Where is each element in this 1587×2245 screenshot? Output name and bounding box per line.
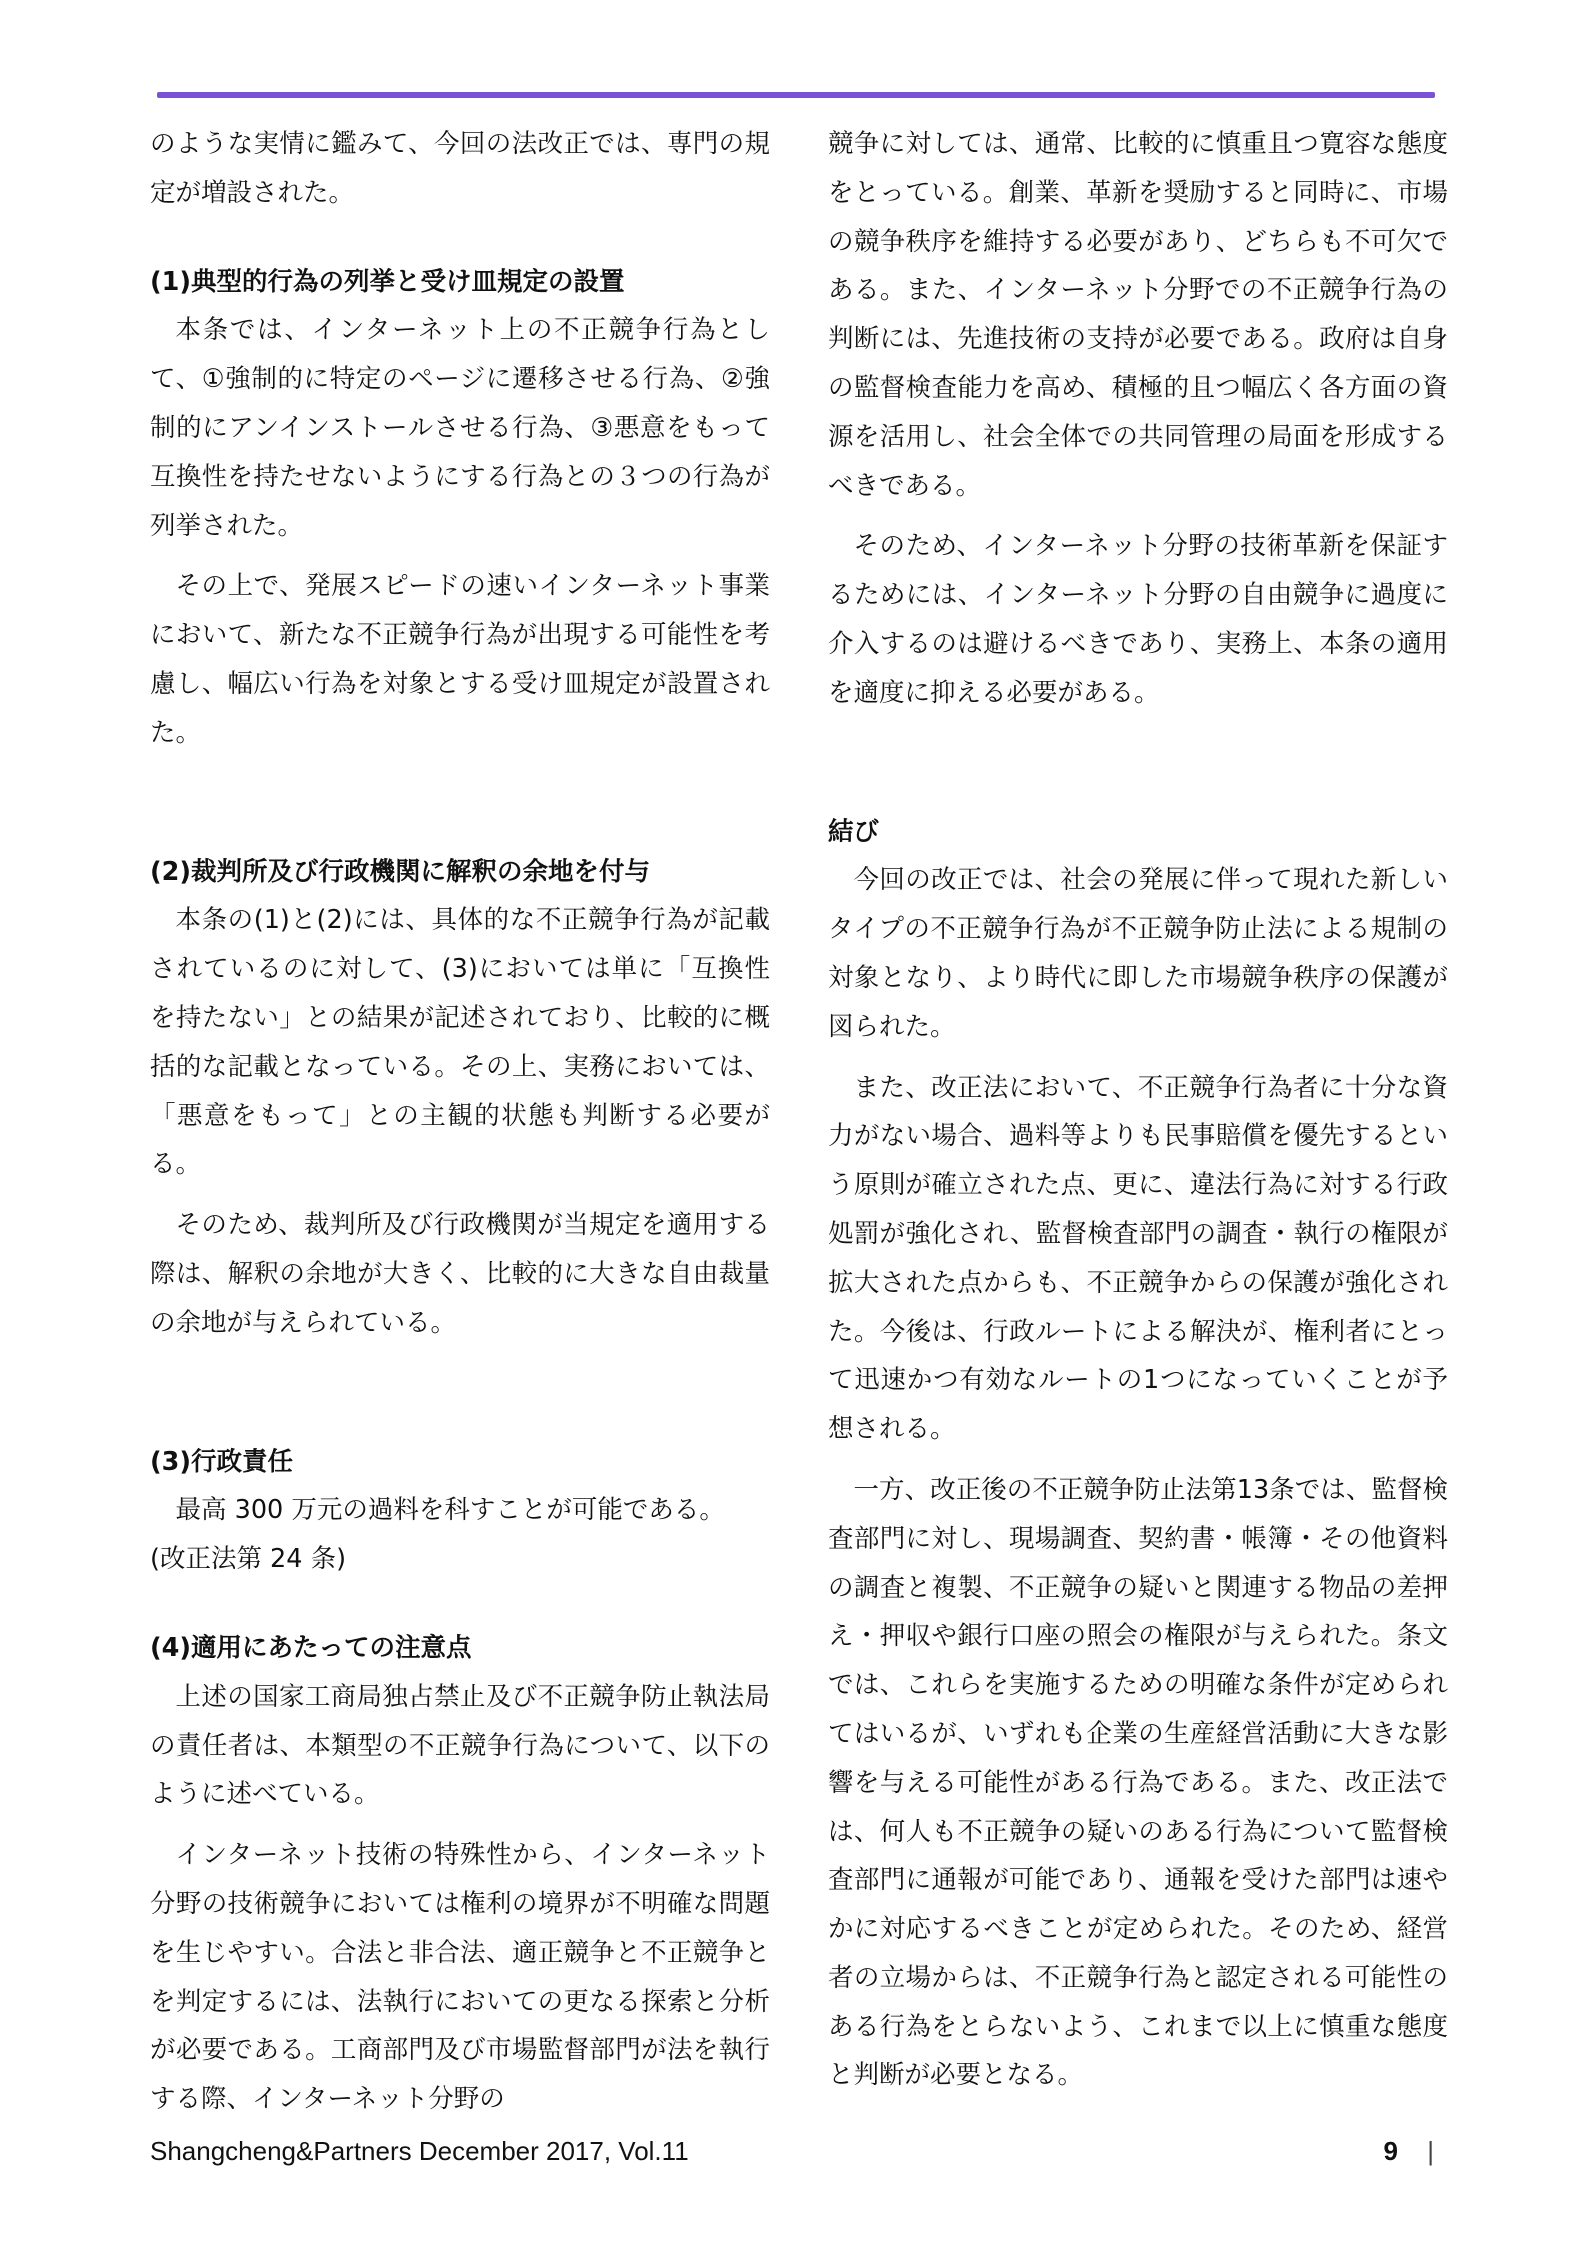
paragraph-6: 上述の国家工商局独占禁止及び不正競争防止執法局の責任者は、本類型の不正競争行為について、以下のように述べている。 [150,1681,770,1810]
footer-publication: Shangcheng&Partners December 2017, Vol.11 [150,2136,689,2166]
paragraph-4: そのため、裁判所及び行政機関が当規定を適用する際は、解釈の余地が大きく、比較的に大きな自由裁量の余地が与えられている。 [150,1210,770,1338]
right-column [828,120,1448,2100]
section-heading-3: (3)行政責任 [150,1446,294,1477]
paragraph-9: そのため、インターネット分野の技術革新を保証するためには、インターネット分野の自由競争に過度に介入するのは避けるべきであり、実務上、本条の適用を適度に抑える必要がある。 [828,531,1448,708]
paragraph-5: 最高 300 万元の過料を科すことが可能である。 [175,1495,725,1526]
paragraph-12: 一方、改正後の不正競争防止法第13条では、監督検査部門に対し、現場調査、契約書・帳簿・その他資料の調査と複製、不正競争の疑いと関連する物品の差押え・押収や銀行口座の照会の権限が与えられた。条文では、これらを実施するための明確な条件が定められてはいるが、いずれも企業の生産経営活動に大きな影響を与える可能性がある行為である。また、改正法では、何人も不正競争の疑いのある行為について監督検査部門に通報が可能であり、通報を受けた部門は速やかに対応するべきことが定められた。そのため、経営者の立場からは、不正競争行為と認定される可能性のある行為をとらないよう、これまで以上に慎重な態度と判断が必要となる。 [828,1474,1448,2091]
header-rule [157,92,1435,98]
paragraph-3: 本条の(1)と(2)には、具体的な不正競争行為が記載されているのに対して、(3)においては単に「互換性を持たない」との結果が記述されており、比較的に概括的な記載となっている。その上、実務においては、「悪意をもって」との主観的状態も判断する必要がる。 [150,905,770,1180]
left-column [150,120,770,2124]
footer-separator: | [1427,2136,1434,2166]
paragraph-intro-continued: のような実情に鑑みて、今回の法改正では、専門の規定が増設された。 [150,129,770,208]
section-heading-2: (2)裁判所及び行政機関に解釈の余地を付与 [150,856,651,887]
paragraph-2: その上で、発展スピードの速いインターネット事業において、新たな不正競争行為が出現する可能性を考慮し、幅広い行為を対象とする受け皿規定が設置された。 [150,571,770,748]
page-number: 9 [1383,2136,1398,2166]
paragraph-10: 今回の改正では、社会の発展に伴って現れた新しいタイプの不正競争行為が不正競争防止法による規制の対象となり、より時代に即した市場競争秩序の保護が図られた。 [828,865,1448,1042]
paragraph-1: 本条では、インターネット上の不正競争行為として、①強制的に特定のページに遷移させる行為、②強制的にアンインストールさせる行為、③悪意をもって互換性を持たせないようにする行為との３つの行為が列挙された。 [150,315,770,541]
paragraph-7: インターネット技術の特殊性から、インターネット分野の技術競争においては権利の境界が不明確な問題を生じやすい。合法と非合法、適正競争と不正競争とを判定するには、法執行においての更なる探索と分析が必要である。工商部門及び市場監督部門が法を執行する際、インターネット分野の [150,1840,770,2115]
paragraph-11: また、改正法において、不正競争行為者に十分な資力がない場合、過料等よりも民事賠償を優先するという原則が確立された点、更に、違法行為に対する行政処罰が強化され、監督検査部門の調査・執行の権限が拡大された点からも、不正競争からの保護が強化された。今後は、行政ルートによる解決が、権利者にとって迅速かつ有効なルートの1つになっていくことが予想される。 [828,1072,1448,1445]
paragraph-8: 競争に対しては、通常、比較的に慎重且つ寛容な態度をとっている。創業、革新を奨励すると同時に、市場の競争秩序を維持する必要があり、どちらも不可欠である。また、インターネット分野での不正競争行為の判断には、先進技術の支持が必要である。政府は自身の監督検査能力を高め、積極的且つ幅広く各方面の資源を活用し、社会全体での共同管理の局面を形成するべきである。 [828,129,1448,501]
paragraph-5-citation: (改正法第 24 条) [150,1544,347,1575]
section-heading-4: (4)適用にあたっての注意点 [150,1632,472,1663]
section-heading-conclusion: 結び [828,816,880,847]
section-heading-1: (1)典型的行為の列挙と受け皿規定の設置 [150,266,625,297]
